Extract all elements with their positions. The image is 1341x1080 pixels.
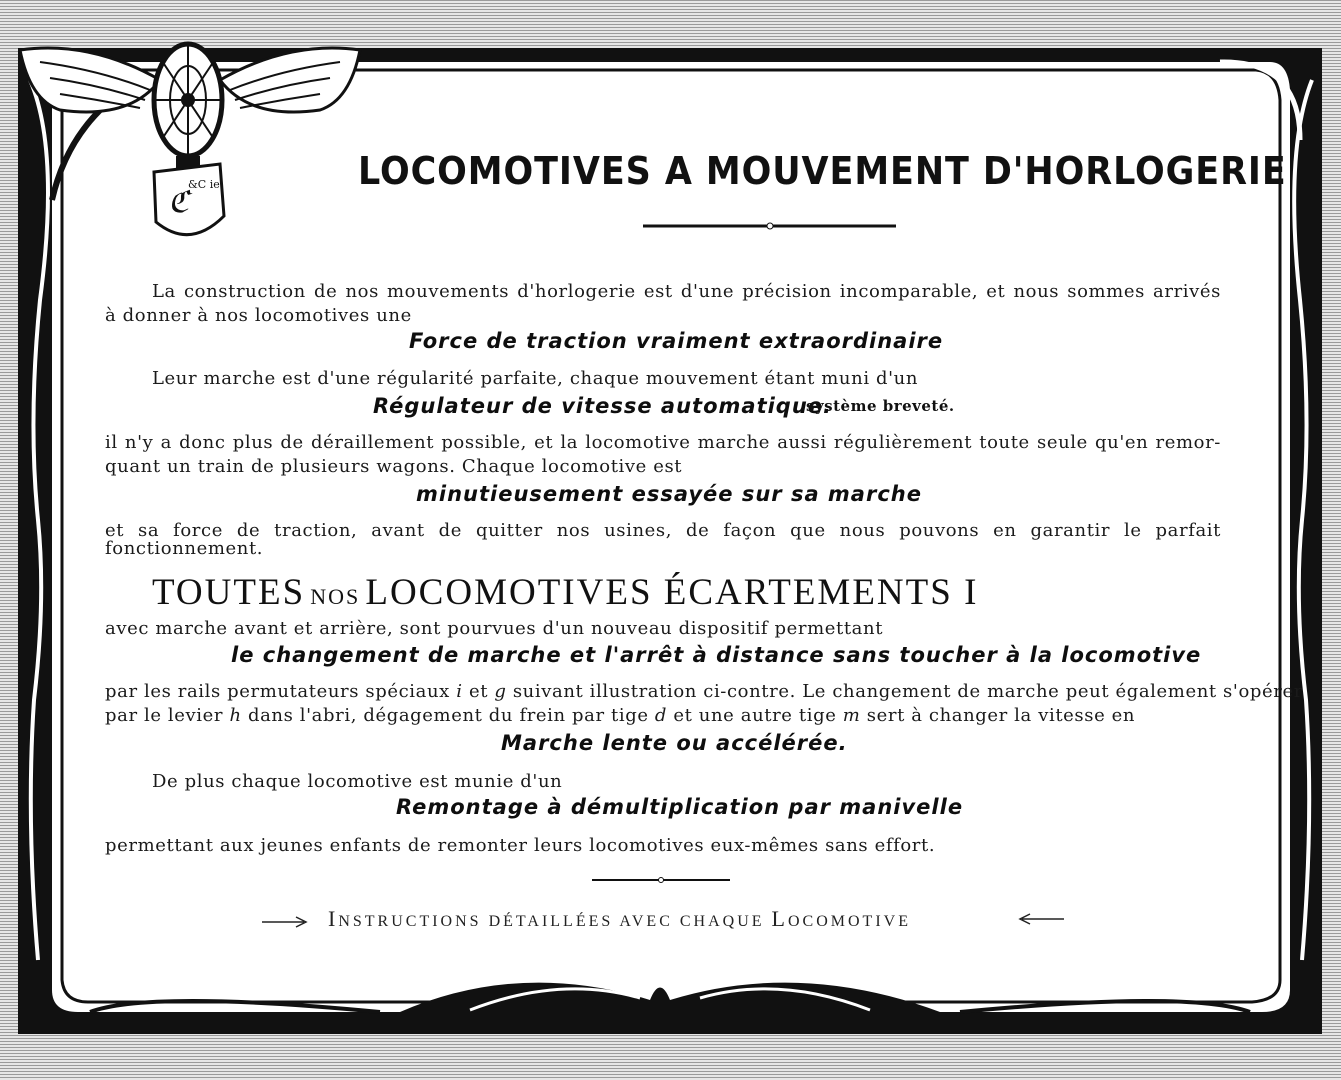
p6-text-e: dans l'abri, dégagement du frein par tige	[247, 705, 649, 726]
paragraph-8-line-1: permettant aux jeunes enfants de remonter leurs locomotives eux-mêmes sans effort.	[105, 835, 936, 856]
paragraph-1-line-1: La construction de nos mouvements d'horlogerie est d'une précision incomparable, et nous sommes arrivés	[152, 281, 1221, 302]
emphasis-remontage: Remontage à démultiplication par manivelle	[396, 795, 964, 819]
paragraph-3-line-1: il n'y a donc plus de déraillement possible, et la locomotive marche aussi régulièrement toute seule qu'en remor-	[105, 432, 1221, 453]
section-heading	[152, 574, 978, 611]
p6-var-m: m	[842, 705, 861, 726]
footer-instructions	[328, 908, 911, 930]
emphasis-regulateur: Régulateur de vitesse automatique.	[373, 394, 833, 418]
paragraph-6-line-1	[105, 683, 1303, 701]
p6-text-b: et	[468, 681, 489, 702]
patent-note: système breveté.	[806, 397, 955, 415]
emphasis-traction: Force de traction vraiment extraordinaire	[409, 329, 944, 353]
p6-text-c: suivant illustration ci-contre. Le changement de marche peut également s'opérer	[512, 681, 1303, 702]
paragraph-1-line-2: à donner à nos locomotives une	[105, 305, 412, 326]
footer-text-2: OCOMOTIVE	[787, 913, 911, 930]
p6-text-g: sert à changer la vitesse en	[866, 705, 1136, 726]
heading-locomotives: LOCOMOTIVES ÉCARTEMENTS I	[365, 572, 979, 613]
emphasis-marche-lente: Marche lente ou accélérée.	[501, 731, 848, 755]
paragraph-7-line-1: De plus chaque locomotive est munie d'un	[152, 771, 563, 792]
p6-var-d: d	[654, 705, 668, 726]
paragraph-5-line-1: avec marche avant et arrière, sont pourvues d'un nouveau dispositif permettant	[105, 618, 884, 639]
p6-text-a: par les rails permutateurs spéciaux	[105, 681, 450, 702]
p6-var-i: i	[456, 681, 463, 702]
paragraph-6-line-2	[105, 707, 1135, 725]
p6-var-g: g	[494, 681, 507, 702]
winged-wheel-emblem	[0, 0, 380, 260]
svg-text:&C ie: &C ie	[188, 178, 220, 191]
footer-text-1: NSTRUCTIONS DÉTAILLÉES AVEC CHAQUE	[338, 913, 765, 930]
paragraph-4-line-1: et sa force de traction, avant de quitter nos usines, de façon que nous pouvons en garantir le parfait fonctionnement.	[105, 520, 1221, 559]
footer-cap-i: I	[328, 906, 339, 931]
p6-var-h: h	[229, 705, 242, 726]
p6-text-d: par le levier	[105, 705, 224, 726]
heading-toutes: TOUTES	[152, 572, 306, 613]
emphasis-essayee: minutieusement essayée sur sa marche	[416, 482, 922, 506]
p6-text-f: et une autre tige	[673, 705, 837, 726]
paragraph-3-line-2: quant un train de plusieurs wagons. Chaque locomotive est	[105, 456, 683, 477]
heading-nos: NOS	[310, 584, 361, 609]
paragraph-2-line-1: Leur marche est d'une régularité parfaite, chaque mouvement étant muni d'un	[152, 368, 919, 389]
footer-cap-l: L	[771, 906, 788, 931]
emphasis-changement: le changement de marche et l'arrêt à distance sans toucher à la locomotive	[231, 643, 1202, 667]
page-title: LOCOMOTIVES A MOUVEMENT D'HORLOGERIE	[358, 149, 1287, 193]
svg-text:ℭ: ℭ	[168, 185, 190, 220]
